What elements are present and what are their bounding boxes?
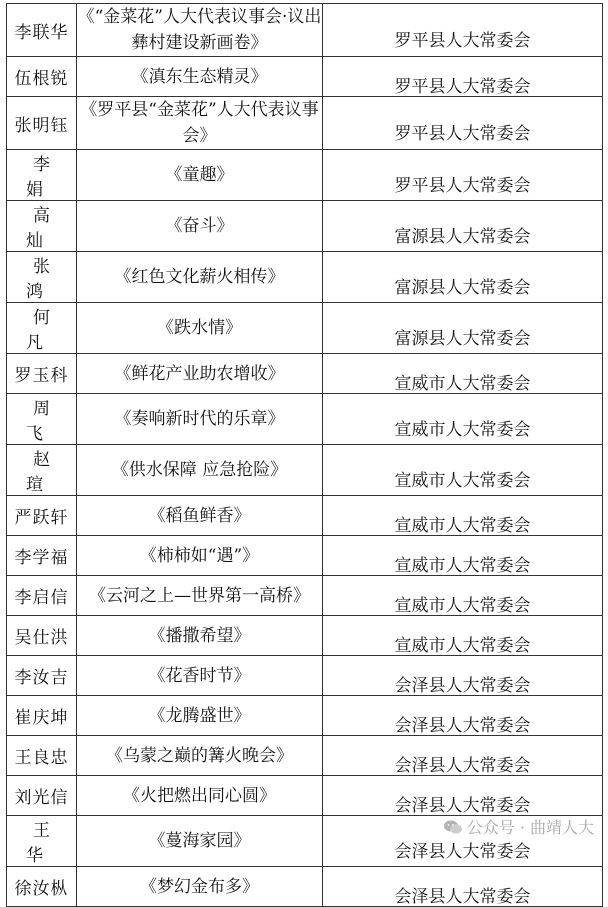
work-title: 《红色文化薪火相传》 [77,252,323,303]
author-name: 崔庆坤 [7,696,77,736]
author-name: 李学福 [7,536,77,576]
table-row [7,4,603,57]
author-name: 李汝吉 [7,656,77,696]
unit-name: 宣威市人大常委会 [323,616,603,656]
table-row [7,656,603,696]
work-title: 《云河之上—世界第一高桥》 [77,576,323,616]
table-row [7,576,603,616]
table-row [7,696,603,736]
table-row [7,97,603,150]
unit-name: 会泽县人大常委会 [323,696,603,736]
author-name: 张 鸿 [7,252,77,303]
unit-name: 宣威市人大常委会 [323,576,603,616]
table-row [7,536,603,576]
work-title: 《“金菜花”人大代表议事会·议出彝村建设新画卷》 [77,4,323,57]
work-title: 《滇东生态精灵》 [77,57,323,97]
table-row [7,776,603,816]
author-name: 伍根锐 [7,57,77,97]
unit-name: 会泽县人大常委会 [323,736,603,776]
author-name: 刘光信 [7,776,77,816]
work-title: 《火把燃出同心圆》 [77,776,323,816]
work-title: 《龙腾盛世》 [77,696,323,736]
unit-name: 罗平县人大常委会 [323,150,603,201]
table-row [7,445,603,496]
table-row [7,394,603,445]
author-name: 张明钰 [7,97,77,150]
unit-name: 富源县人大常委会 [323,252,603,303]
table-row [7,736,603,776]
author-name: 李启信 [7,576,77,616]
work-title: 《供水保障 应急抢险》 [77,445,323,496]
author-name: 周 飞 [7,394,77,445]
author-name: 严跃轩 [7,496,77,536]
author-name: 吴仕洪 [7,616,77,656]
table-row [7,57,603,97]
unit-name: 会泽县人大常委会 [323,816,603,867]
author-name: 罗玉科 [7,354,77,394]
watermark-text: 公众号 · 曲靖人大 [466,818,594,837]
award-table [6,3,603,907]
work-title: 《罗平县“金菜花”人大代表议事会》 [77,97,323,150]
unit-name: 宣威市人大常委会 [323,394,603,445]
work-title: 《奋斗》 [77,201,323,252]
unit-name: 罗平县人大常委会 [323,4,603,57]
author-name: 王良忠 [7,736,77,776]
unit-name: 富源县人大常委会 [323,201,603,252]
table-row [7,867,603,907]
work-title: 《梦幻金布多》 [77,867,323,907]
work-title: 《播撒希望》 [77,616,323,656]
wechat-icon [443,819,463,835]
table-row [7,496,603,536]
unit-name: 会泽县人大常委会 [323,656,603,696]
unit-name: 宣威市人大常委会 [323,496,603,536]
work-title: 《乌蒙之巅的篝火晚会》 [77,736,323,776]
work-title: 《童趣》 [77,150,323,201]
table-row [7,616,603,656]
unit-name: 会泽县人大常委会 [323,867,603,907]
unit-name: 会泽县人大常委会 [323,776,603,816]
watermark [443,815,594,838]
work-title: 《鲜花产业助农增收》 [77,354,323,394]
work-title: 《奏响新时代的乐章》 [77,394,323,445]
author-name: 高 灿 [7,201,77,252]
table-row [7,252,603,303]
unit-name: 宣威市人大常委会 [323,536,603,576]
table-row [7,150,603,201]
unit-name: 宣威市人大常委会 [323,354,603,394]
unit-name: 罗平县人大常委会 [323,97,603,150]
table-row [7,303,603,354]
author-name: 李 娟 [7,150,77,201]
table-row [7,201,603,252]
work-title: 《柿柿如“遇”》 [77,536,323,576]
author-name: 赵 瑄 [7,445,77,496]
author-name: 王 华 [7,816,77,867]
unit-name: 罗平县人大常委会 [323,57,603,97]
unit-name: 宣威市人大常委会 [323,445,603,496]
work-title: 《花香时节》 [77,656,323,696]
work-title: 《蔓海家园》 [77,816,323,867]
author-name: 徐汝枞 [7,867,77,907]
author-name: 何 凡 [7,303,77,354]
work-title: 《跌水情》 [77,303,323,354]
author-name: 李联华 [7,4,77,57]
unit-name: 富源县人大常委会 [323,303,603,354]
work-title: 《稻鱼鲜香》 [77,496,323,536]
table-row [7,354,603,394]
